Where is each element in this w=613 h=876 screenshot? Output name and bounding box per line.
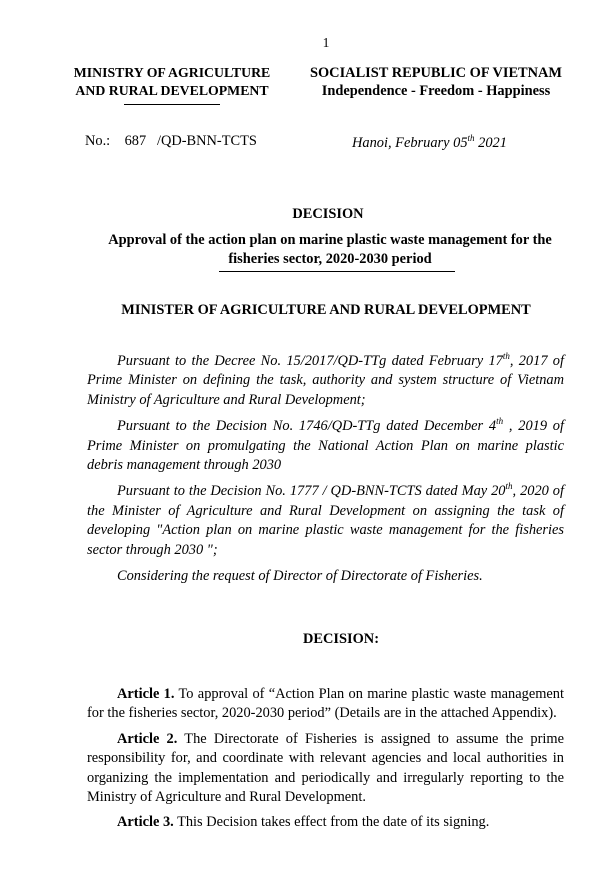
preamble-text: Pursuant to the Decree No. 15/2017/QD-TTg dated February 17 [117,353,503,369]
article-label: Article 2. [117,730,178,747]
document-number [85,133,257,150]
article-text: The Directorate of Fisheries is assigned to assume the prime responsibility for, and coordinate with relevant agencies and local authorities in organizing the implementation and periodically and irregularly reporting to the Ministry of Agriculture and Rural Development. [87,730,564,806]
preamble-text: , 2019 of Prime Minister on promulgating the National Action Plan on marine plastic debris management through 2030 [87,418,564,474]
article-text: To approval of “Action Plan on marine plastic waste management for the fisheries sector, 2020-2030 period” (Details are in the attached Appendix). [87,686,564,722]
document-subtitle [90,231,570,272]
date-prefix: Hanoi, February 05 [352,134,468,151]
article-1 [87,685,564,724]
document-date [352,133,507,152]
preamble-paragraph [87,482,564,560]
ordinal-suffix: th [505,481,513,492]
preamble [87,352,564,593]
preamble-paragraph [87,352,564,410]
decision-heading: DECISION: [303,631,379,647]
issuing-authority-underline [124,104,220,105]
article-label: Article 3. [117,814,174,831]
preamble-paragraph [87,567,564,586]
subtitle-underline [219,271,455,272]
article-text: This Decision takes effect from the date of its signing. [173,814,490,831]
article-label: Article 1. [117,686,175,702]
document-number-label: No.: [85,133,111,149]
date-year: 2021 [474,134,507,151]
national-title-block [306,64,566,100]
preamble-text: Pursuant to the Decision No. 1777 / QD-BNN-TCTS dated May 20 [117,483,506,500]
ordinal-suffix: th [502,351,510,362]
national-title: SOCIALIST REPUBLIC OF VIETNAM [309,65,563,81]
authority-heading: MINISTER OF AGRICULTURE AND RURAL DEVELOPMENT [121,302,531,318]
article-2 [87,730,564,808]
ordinal-suffix: th [496,416,504,427]
article-3 [87,813,564,832]
document-number-code: /QD-BNN-TCTS [156,133,257,149]
preamble-paragraph [87,417,564,475]
issuing-authority-block [62,64,282,105]
issuing-authority-line-2: AND RURAL DEVELOPMENT [75,83,269,98]
issuing-authority-line-1: MINISTRY OF AGRICULTURE [73,65,271,80]
document-number-value: 687 [124,133,147,149]
articles [87,685,564,839]
page-number: 1 [322,35,330,50]
date-suffix: th [467,133,475,143]
document-title: DECISION [292,206,364,222]
preamble-text: Considering the request of Director of Directorate of Fisheries. [117,568,483,585]
preamble-text: Pursuant to the Decision No. 1746/QD-TTg dated December 4 [117,418,497,435]
subtitle-line-1: Approval of the action plan on marine plastic waste management for the [108,232,552,248]
subtitle-line-2: fisheries sector, 2020-2030 period [228,251,432,267]
national-motto: Independence - Freedom - Happiness [321,83,551,99]
preamble-text: , 2020 of the Minister of Agriculture and Rural Development on assigning the task of developing "Action plan on marine plastic waste management for the fisheries sector through 2030 "; [87,483,564,558]
preamble-text: , 2017 of Prime Minister on defining the task, authority and system structure of Vietnam Ministry of Agriculture and Rural Development; [87,353,564,408]
